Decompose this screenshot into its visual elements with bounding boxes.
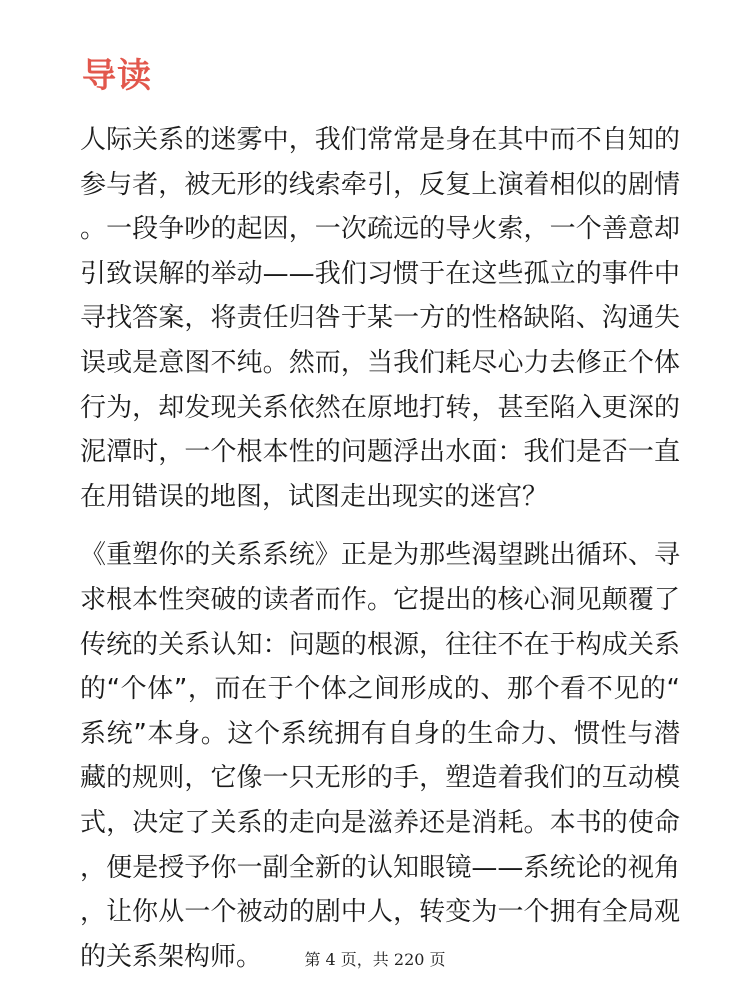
section-heading: 导读 xyxy=(82,56,152,96)
body-text xyxy=(80,118,680,993)
paragraph-intro: 人际关系的迷雾中，我们常常是身在其中而不自知的参与者，被无形的线索牵引，反复上演着相似的剧情。一段争吵的起因，一次疏远的导火索，一个善意却引致误解的举动——我们习惯于在这些孤立的事件中寻找答案，将责任归咎于某一方的性格缺陷、沟通失误或是意图不纯。然而，当我们耗尽心力去修正个体行为，却发现关系依然在原地打转，甚至陷入更深的泥潭时，一个根本性的问题浮出水面：我们是否一直在用错误的地图，试图走出现实的迷宫？ xyxy=(80,125,680,512)
paragraph-book-purpose: 《重塑你的关系系统》正是为那些渴望跳出循环、寻求根本性突破的读者而作。它提出的核心洞见颠覆了传统的关系认知：问题的根源，往往不在于构成关系的“个体”，而在于个体之间形成的、那个看不见的“系统”本身。这个系统拥有自身的生命力、惯性与潜藏的规则，它像一只无形的手，塑造着我们的互动模式，决定了关系的走向是滋养还是消耗。本书的使命，便是授予你一副全新的认知眼镜——系统论的视角，让你从一个被动的剧中人，转变为一个拥有全局观的关系架构师。 xyxy=(80,540,680,972)
page-number-footer: 第 4 页，共 220 页 xyxy=(304,950,446,969)
